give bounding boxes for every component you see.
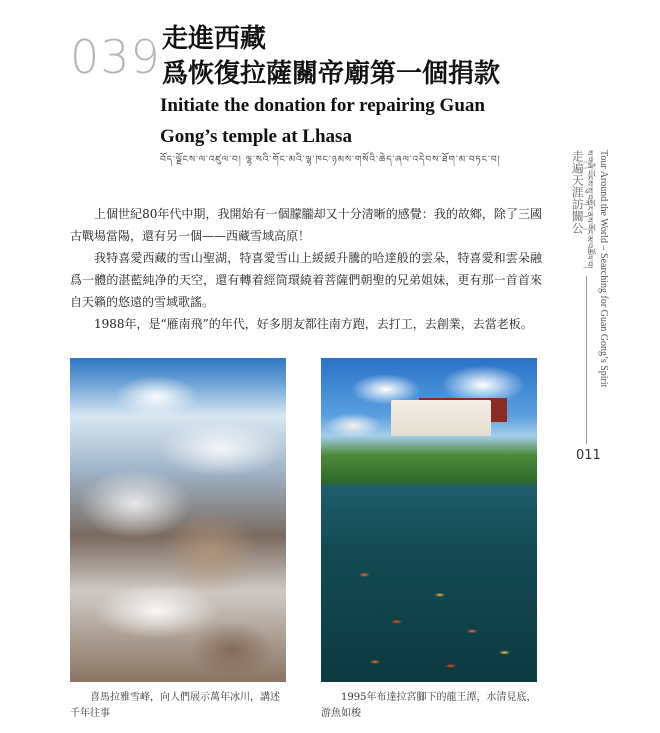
page-number: 011 [576, 448, 601, 463]
chinese-title [162, 22, 500, 92]
chinese-title-line-1: 走進西藏 [162, 24, 267, 54]
sidebar-divider [586, 276, 587, 444]
series-title-tibetan: ས་གཞི་ཡོངས་སུ་བསྐོར་ནས་གོང་མ་འཚོལ་བ། [584, 150, 594, 269]
english-title-line-1: Initiate the donation for repairing Guan [160, 95, 485, 116]
series-title-chinese: 走遍天涯訪關公 [570, 150, 585, 234]
chapter-number: 039 [70, 30, 161, 84]
koi-fish [321, 548, 537, 682]
series-sidebar [570, 150, 616, 440]
article-body [70, 203, 542, 335]
series-title-english: Tour Around the World – Searching for Guan Gong’s Spirit [598, 150, 609, 388]
himalaya-photo [70, 358, 286, 682]
potala-palace-photo [321, 358, 537, 682]
paragraph-2: 我特喜愛西藏的雪山聖湖，特喜愛雪山上緩緩升騰的哈達般的雲朵，特喜愛和雲朵融爲一體的湛藍純净的天空，還有轉着經筒環繞着菩薩們朝聖的兄弟姐妹，更有那一首首來自天籟的悠遠的雪域歌謠。 [70, 251, 542, 309]
english-title-line-2: Gong’s temple at Lhasa [160, 126, 352, 147]
paragraph-1: 上個世紀80年代中期，我開始有一個朦朧却又十分清晰的感覺：我的故鄉，除了三國古戰場當陽，還有另一個——西藏雪域高原！ [70, 207, 542, 243]
paragraph-3: 1988年，是“雁南飛”的年代，好多朋友都往南方跑，去打工，去創業，去當老板。 [94, 317, 533, 331]
chinese-title-line-2: 爲恢復拉薩關帝廟第一個捐款 [162, 59, 501, 89]
english-title [160, 90, 485, 152]
tibetan-title: བོད་ལྗོངས་ལ་འཛུལ་བ། ལྷ་སའི་གོང་མའི་ལྷ་ཁང་ཉམས་གསོའི་ཆེད་ཞལ་འདེབས་ཐོག་མ་བཏང་བ། [160, 155, 501, 165]
himalaya-caption: 喜馬拉雅雪峰，向人們展示萬年冰川，講述千年往事 [70, 692, 280, 719]
potala-caption: 1995年布達拉宮腳下的龍王潭，水清見底，游魚如梭 [321, 692, 537, 719]
palace-building [391, 400, 491, 436]
